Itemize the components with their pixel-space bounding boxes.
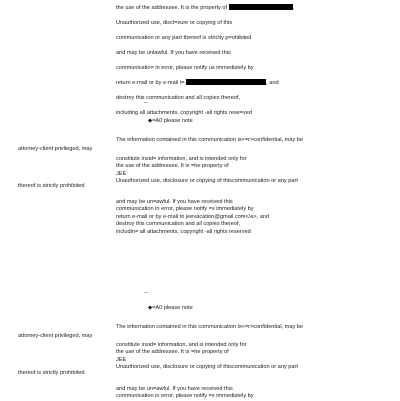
- disclaimer-paragraph: and may be un=awful. If you have received this communication in error, please notify =s immediately by return e-mail or by e-mail to jeevacation@gmail.com</a>, and destroy this communication and all copies thereof, includin= all attachments. copyright -all rights reserved: [116, 199, 270, 235]
- disclaimer-line: return e-mail or by e-mail t= , and: [116, 80, 279, 87]
- signature-separator: --: [144, 100, 148, 106]
- margin-note: thereof is strictly prohibited: [18, 183, 85, 189]
- disclaimer-paragraph: constitute insid= information, and is intended only for the use of the addressee. It is =he property of JEE Unauthorized use, disclosure or copying of thiscommunication or any part: [116, 156, 298, 185]
- disclaimer-line: communicatio= in error, please notify us immediately by: [116, 64, 254, 71]
- margin-note: attorney-client privileged, may: [18, 146, 93, 152]
- disclaimer-paragraph: constitute insid= information, and is intended only for the use of the addressee. It is =he property of JEE Unauthorized use, disclosure or copying of thiscommunication or any part: [116, 342, 298, 371]
- disclaimer-top: [116, 0, 294, 125]
- redaction-box: [229, 4, 293, 10]
- disclaimer-line: and may be unlawful. If you have received this: [116, 49, 231, 56]
- diamond-icon: ◆: [148, 118, 153, 124]
- signature-separator: --: [144, 290, 148, 296]
- redaction-box: [186, 79, 266, 85]
- diamond-icon: ◆: [148, 305, 153, 311]
- disclaimer-line: destroy this communication and all copies thereof,: [116, 95, 241, 102]
- disclaimer-paragraph: The information contained in this communication is<=r>confidential, may be: [116, 324, 304, 330]
- disclaimer-line: Unauthorized use, discl=sure or copying of this: [116, 20, 233, 27]
- disclaimer-paragraph: The information contained in this communication is<=r>confidential, may be: [116, 137, 304, 143]
- margin-note: thereof is strictly prohibited: [18, 370, 85, 376]
- please-note-label: ◆=A0 please note: [148, 305, 193, 311]
- margin-note: attorney-client privileged, may: [18, 333, 93, 339]
- disclaimer-line: including all attachments. copyright -all rights rese=ved: [116, 110, 253, 117]
- disclaimer-line: communication or any part thereof is strictly p=ohibited: [116, 35, 252, 42]
- please-note-label: ◆=A0 please note: [148, 118, 193, 124]
- disclaimer-paragraph: and may be un=awful. If you have received this communication in error, please notify =s immediately by: [116, 386, 254, 400]
- disclaimer-line: the use of the addressee. It is the property of .: [116, 5, 295, 12]
